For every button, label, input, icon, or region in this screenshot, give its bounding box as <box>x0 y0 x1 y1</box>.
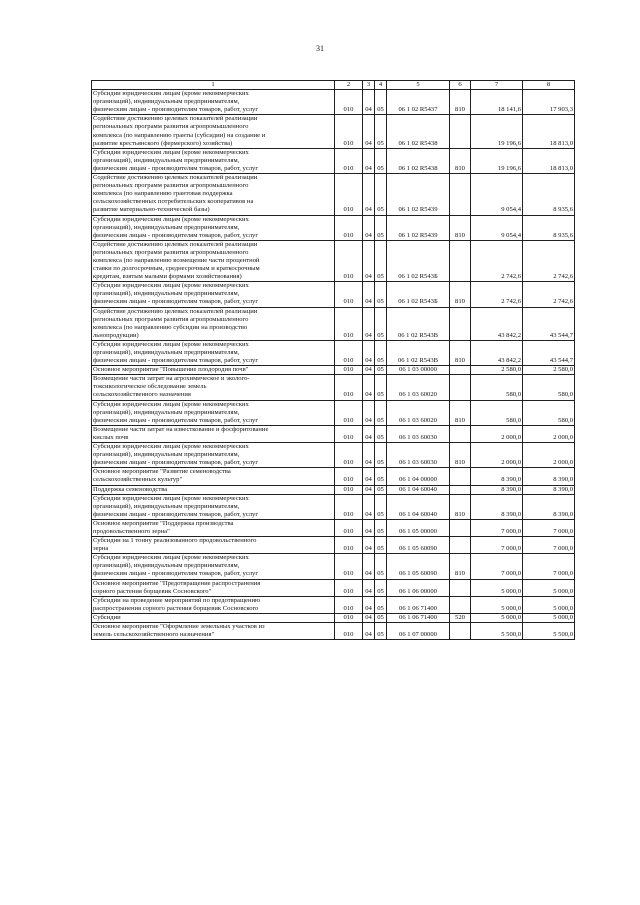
table-row <box>92 623 575 640</box>
header-col-1: 1 <box>92 81 335 90</box>
table-row <box>92 494 575 519</box>
table-row <box>92 115 575 148</box>
admin-code-cell: 010 <box>335 443 363 468</box>
table-row <box>92 90 575 115</box>
item-name-line: Субсидии на проведение мероприятий по предотвращению <box>93 596 260 604</box>
table-row <box>92 307 575 340</box>
table-row <box>92 554 575 579</box>
amount-year-1-cell: 9 054,4 <box>471 215 523 240</box>
section-cell: 04 <box>363 90 375 115</box>
item-name-line: организаций), индивидуальным предпринимателям, <box>93 502 240 510</box>
section-cell: 04 <box>363 468 375 485</box>
amount-year-2-cell: 7 000,0 <box>523 537 575 554</box>
item-name-line: зерна <box>93 545 109 553</box>
item-name-cell <box>92 340 335 365</box>
item-name-cell <box>92 579 335 596</box>
item-name-line: Основное мероприятие "Повышение плодородия почв" <box>93 366 249 374</box>
item-name-line: продовольственного зерна" <box>93 527 170 535</box>
item-name-line: Субсидии юридическим лицам (кроме некоммерческих <box>93 148 249 156</box>
section-cell: 04 <box>363 519 375 536</box>
item-name-line: Субсидии юридическим лицам (кроме некоммерческих <box>93 443 249 451</box>
section-cell: 04 <box>363 215 375 240</box>
item-name-line: физическим лицам - производителям товаров, работ, услуг <box>93 357 259 365</box>
expense-type-cell <box>450 366 471 375</box>
item-name-line: Субсидии юридическим лицам (кроме некоммерческих <box>93 215 249 223</box>
section-cell: 04 <box>363 340 375 365</box>
amount-year-1-cell: 43 842,2 <box>471 307 523 340</box>
item-name-cell <box>92 425 335 442</box>
amount-year-2-cell: 18 813,0 <box>523 115 575 148</box>
target-article-cell: 06 1 02 R5438 <box>387 115 450 148</box>
item-name-line: кислых почв <box>93 433 129 441</box>
item-name-line: организаций), индивидуальным предпринимателям, <box>93 408 240 416</box>
item-name-cell <box>92 623 335 640</box>
target-article-cell: 06 1 06 00000 <box>387 579 450 596</box>
admin-code-cell: 010 <box>335 375 363 400</box>
item-name-line: сорного растения борщевик Сосновского" <box>93 587 212 595</box>
amount-year-2-cell: 7 000,0 <box>523 554 575 579</box>
subsection-cell: 05 <box>375 174 387 215</box>
table-row <box>92 613 575 622</box>
amount-year-2-cell: 17 903,3 <box>523 90 575 115</box>
amount-year-1-cell: 5 000,0 <box>471 579 523 596</box>
item-name-line: организаций), индивидуальным предпринимателям, <box>93 223 240 231</box>
target-article-cell: 06 1 06 71400 <box>387 613 450 622</box>
subsection-cell: 05 <box>375 282 387 307</box>
amount-year-2-cell: 5 000,0 <box>523 613 575 622</box>
item-name-cell <box>92 307 335 340</box>
admin-code-cell: 010 <box>335 90 363 115</box>
expense-type-cell <box>450 579 471 596</box>
expense-type-cell <box>450 596 471 613</box>
target-article-cell: 06 1 03 60020 <box>387 400 450 425</box>
item-name-line: земель сельскохозяйственного назначения" <box>93 631 215 639</box>
section-cell: 04 <box>363 400 375 425</box>
admin-code-cell: 010 <box>335 468 363 485</box>
target-article-cell: 06 1 03 60030 <box>387 425 450 442</box>
table-row <box>92 375 575 400</box>
subsection-cell: 05 <box>375 537 387 554</box>
admin-code-cell: 010 <box>335 425 363 442</box>
admin-code-cell: 010 <box>335 366 363 375</box>
amount-year-2-cell: 5 000,0 <box>523 596 575 613</box>
target-article-cell: 06 1 04 60040 <box>387 494 450 519</box>
subsection-cell: 05 <box>375 366 387 375</box>
item-name-line: региональных программ развития агропромышленного <box>93 315 249 323</box>
amount-year-1-cell: 2 000,0 <box>471 425 523 442</box>
expense-type-cell <box>450 519 471 536</box>
section-cell: 04 <box>363 537 375 554</box>
item-name-cell <box>92 519 335 536</box>
item-name-cell <box>92 240 335 281</box>
section-cell: 04 <box>363 623 375 640</box>
target-article-cell: 06 1 05 60090 <box>387 537 450 554</box>
amount-year-1-cell: 7 000,0 <box>471 519 523 536</box>
item-name-line: региональных программ развития агропромышленного <box>93 248 249 256</box>
item-name-line: Возмещение части затрат на известкование и фосфоритование <box>93 425 269 433</box>
header-col-7: 7 <box>471 81 523 90</box>
target-article-cell: 06 1 03 00000 <box>387 366 450 375</box>
expense-type-cell <box>450 468 471 485</box>
amount-year-1-cell: 7 000,0 <box>471 537 523 554</box>
item-name-line: Субсидии юридическим лицам (кроме некоммерческих <box>93 282 249 290</box>
item-name-line: Субсидии юридическим лицам (кроме некоммерческих <box>93 340 249 348</box>
table-row <box>92 596 575 613</box>
amount-year-2-cell: 8 935,6 <box>523 174 575 215</box>
expense-type-cell <box>450 115 471 148</box>
item-name-line: сельскохозяйственных потребительских кооперативов на <box>93 198 254 206</box>
header-col-3: 3 <box>363 81 375 90</box>
subsection-cell: 05 <box>375 400 387 425</box>
subsection-cell: 05 <box>375 375 387 400</box>
amount-year-2-cell: 43 544,7 <box>523 340 575 365</box>
item-name-cell <box>92 494 335 519</box>
target-article-cell: 06 1 03 60030 <box>387 443 450 468</box>
subsection-cell: 05 <box>375 148 387 173</box>
amount-year-1-cell: 2 742,6 <box>471 240 523 281</box>
item-name-cell <box>92 115 335 148</box>
item-name-cell <box>92 148 335 173</box>
item-name-line: Основное мероприятие "Поддержка производства <box>93 519 234 527</box>
section-cell: 04 <box>363 494 375 519</box>
amount-year-2-cell: 5 000,0 <box>523 579 575 596</box>
target-article-cell: 06 1 02 R543В <box>387 307 450 340</box>
subsection-cell: 05 <box>375 240 387 281</box>
expense-type-cell: 810 <box>450 494 471 519</box>
amount-year-2-cell: 5 500,0 <box>523 623 575 640</box>
item-name-line: физическим лицам - производителям товаров, работ, услуг <box>93 164 259 172</box>
section-cell: 04 <box>363 554 375 579</box>
table-row <box>92 240 575 281</box>
amount-year-1-cell: 8 390,0 <box>471 494 523 519</box>
amount-year-2-cell: 580,0 <box>523 400 575 425</box>
expense-type-cell: 810 <box>450 554 471 579</box>
subsection-cell: 05 <box>375 613 387 622</box>
admin-code-cell: 010 <box>335 494 363 519</box>
target-article-cell: 06 1 02 R5439 <box>387 215 450 240</box>
admin-code-cell: 010 <box>335 623 363 640</box>
item-name-line: Субсидии юридическим лицам (кроме некоммерческих <box>93 554 249 562</box>
table-row <box>92 148 575 173</box>
item-name-line: ставки по долгосрочным, среднесрочным и краткосрочным <box>93 265 260 273</box>
item-name-line: организаций), индивидуальным предпринимателям, <box>93 98 240 106</box>
item-name-cell <box>92 596 335 613</box>
item-name-line: региональных программ развития агропромышленного <box>93 182 249 190</box>
expense-type-cell <box>450 623 471 640</box>
expense-type-cell <box>450 174 471 215</box>
section-cell: 04 <box>363 240 375 281</box>
table-row <box>92 215 575 240</box>
page-number: 31 <box>316 44 324 53</box>
table-row <box>92 425 575 442</box>
amount-year-2-cell: 8 390,0 <box>523 485 575 494</box>
section-cell: 04 <box>363 443 375 468</box>
amount-year-1-cell: 5 500,0 <box>471 623 523 640</box>
admin-code-cell: 010 <box>335 596 363 613</box>
item-name-cell <box>92 215 335 240</box>
amount-year-2-cell: 8 935,6 <box>523 215 575 240</box>
item-name-line: Содействие достижению целевых показателей реализации <box>93 174 258 182</box>
expense-type-cell <box>450 485 471 494</box>
item-name-cell <box>92 443 335 468</box>
subsection-cell: 05 <box>375 307 387 340</box>
amount-year-2-cell: 8 390,0 <box>523 494 575 519</box>
table-row <box>92 443 575 468</box>
subsection-cell: 05 <box>375 340 387 365</box>
table-row <box>92 340 575 365</box>
item-name-cell <box>92 613 335 622</box>
item-name-line: физическим лицам - производителям товаров, работ, услуг <box>93 459 259 467</box>
item-name-line: льнопродукции) <box>93 331 139 339</box>
item-name-line: Основное мероприятие "Предотвращение распространения <box>93 579 261 587</box>
target-article-cell: 06 1 05 00000 <box>387 519 450 536</box>
amount-year-1-cell: 580,0 <box>471 400 523 425</box>
header-col-2: 2 <box>335 81 363 90</box>
expense-type-cell: 810 <box>450 148 471 173</box>
expense-type-cell <box>450 425 471 442</box>
amount-year-1-cell: 2 742,6 <box>471 282 523 307</box>
amount-year-2-cell: 8 390,0 <box>523 468 575 485</box>
amount-year-2-cell: 43 544,7 <box>523 307 575 340</box>
expense-type-cell: 810 <box>450 443 471 468</box>
item-name-line: Основное мероприятие "Развитие семеноводства <box>93 468 231 476</box>
item-name-line: организаций), индивидуальным предпринимателям, <box>93 451 240 459</box>
item-name-line: региональных программ развития агропромышленного <box>93 123 249 131</box>
item-name-line: развитие материально-технической базы) <box>93 206 210 214</box>
subsection-cell: 05 <box>375 90 387 115</box>
expense-type-cell <box>450 240 471 281</box>
amount-year-1-cell: 2 000,0 <box>471 443 523 468</box>
subsection-cell: 05 <box>375 468 387 485</box>
item-name-cell <box>92 400 335 425</box>
admin-code-cell: 010 <box>335 537 363 554</box>
table-row <box>92 468 575 485</box>
item-name-line: распространения сорного растения борщевик Сосновского <box>93 604 259 612</box>
item-name-line: Содействие достижению целевых показателей реализации <box>93 307 258 315</box>
item-name-line: Субсидии юридическим лицам (кроме некоммерческих <box>93 400 249 408</box>
amount-year-1-cell: 8 390,0 <box>471 468 523 485</box>
section-cell: 04 <box>363 579 375 596</box>
item-name-line: физическим лицам - производителям товаров, работ, услуг <box>93 298 259 306</box>
amount-year-1-cell: 5 000,0 <box>471 613 523 622</box>
amount-year-1-cell: 8 390,0 <box>471 485 523 494</box>
item-name-cell <box>92 174 335 215</box>
amount-year-2-cell: 7 000,0 <box>523 519 575 536</box>
table-row <box>92 282 575 307</box>
admin-code-cell: 010 <box>335 485 363 494</box>
admin-code-cell: 010 <box>335 554 363 579</box>
item-name-line: Субсидии <box>93 613 121 621</box>
item-name-line: физическим лицам - производителям товаров, работ, услуг <box>93 106 259 114</box>
item-name-line: сельскохозяйственных культур" <box>93 476 183 484</box>
section-cell: 04 <box>363 425 375 442</box>
amount-year-1-cell: 580,0 <box>471 375 523 400</box>
header-col-8: 8 <box>523 81 575 90</box>
subsection-cell: 05 <box>375 596 387 613</box>
section-cell: 04 <box>363 375 375 400</box>
amount-year-2-cell: 2 000,0 <box>523 425 575 442</box>
item-name-cell <box>92 375 335 400</box>
target-article-cell: 06 1 07 00000 <box>387 623 450 640</box>
admin-code-cell: 010 <box>335 240 363 281</box>
target-article-cell: 06 1 02 R5438 <box>387 148 450 173</box>
section-cell: 04 <box>363 596 375 613</box>
item-name-line: комплекса (по направлению грантовая поддержка <box>93 190 233 198</box>
item-name-line: организаций), индивидуальным предпринимателям, <box>93 349 240 356</box>
table-row <box>92 579 575 596</box>
admin-code-cell: 010 <box>335 613 363 622</box>
subsection-cell: 05 <box>375 623 387 640</box>
target-article-cell: 06 1 02 R5439 <box>387 174 450 215</box>
item-name-cell <box>92 366 335 375</box>
admin-code-cell: 010 <box>335 282 363 307</box>
expense-type-cell: 810 <box>450 340 471 365</box>
item-name-line: сельскохозяйственного назначения <box>93 391 191 399</box>
item-name-line: Основное мероприятие "Оформление земельных участков из <box>93 623 265 630</box>
section-cell: 04 <box>363 366 375 375</box>
amount-year-2-cell: 580,0 <box>523 375 575 400</box>
admin-code-cell: 010 <box>335 340 363 365</box>
expense-type-cell <box>450 537 471 554</box>
item-name-line: комплекса (по направлению возмещение части процентной <box>93 256 260 264</box>
admin-code-cell: 010 <box>335 148 363 173</box>
expense-type-cell: 520 <box>450 613 471 622</box>
item-name-line: физическим лицам - производителям товаров, работ, услуг <box>93 510 259 518</box>
subsection-cell: 05 <box>375 554 387 579</box>
table-row <box>92 519 575 536</box>
item-name-line: Возмещение части затрат на агрохимическое и эколого- <box>93 375 250 383</box>
item-name-line: комплекса (по направлению субсидии на производство <box>93 323 248 331</box>
expense-type-cell <box>450 375 471 400</box>
admin-code-cell: 010 <box>335 307 363 340</box>
table-body <box>92 90 575 640</box>
target-article-cell: 06 1 02 R543В <box>387 340 450 365</box>
item-name-line: физическим лицам - производителям товаров, работ, услуг <box>93 416 259 424</box>
item-name-line: Содействие достижению целевых показателей реализации <box>93 240 258 248</box>
target-article-cell: 06 1 03 60020 <box>387 375 450 400</box>
target-article-cell: 06 1 02 R543Б <box>387 240 450 281</box>
amount-year-1-cell: 18 141,6 <box>471 90 523 115</box>
item-name-line: организаций), индивидуальным предпринимателям, <box>93 562 240 570</box>
table-row <box>92 174 575 215</box>
item-name-line: организаций), индивидуальным предпринимателям, <box>93 156 240 164</box>
budget-table <box>91 80 575 640</box>
item-name-cell <box>92 282 335 307</box>
section-cell: 04 <box>363 485 375 494</box>
item-name-cell <box>92 468 335 485</box>
section-cell: 04 <box>363 282 375 307</box>
amount-year-1-cell: 9 054,4 <box>471 174 523 215</box>
amount-year-2-cell: 2 742,6 <box>523 282 575 307</box>
target-article-cell: 06 1 05 60090 <box>387 554 450 579</box>
subsection-cell: 05 <box>375 579 387 596</box>
amount-year-1-cell: 43 842,2 <box>471 340 523 365</box>
table-row <box>92 485 575 494</box>
item-name-line: Субсидии юридическим лицам (кроме некоммерческих <box>93 494 249 502</box>
subsection-cell: 05 <box>375 425 387 442</box>
target-article-cell: 06 1 06 71400 <box>387 596 450 613</box>
item-name-cell <box>92 90 335 115</box>
admin-code-cell: 010 <box>335 115 363 148</box>
amount-year-2-cell: 2 580,0 <box>523 366 575 375</box>
target-article-cell: 06 1 04 00000 <box>387 468 450 485</box>
item-name-line: Содействие достижению целевых показателей реализации <box>93 115 258 123</box>
admin-code-cell: 010 <box>335 174 363 215</box>
amount-year-2-cell: 2 000,0 <box>523 443 575 468</box>
item-name-cell <box>92 537 335 554</box>
header-row <box>92 81 575 90</box>
expense-type-cell <box>450 307 471 340</box>
item-name-line: физическим лицам - производителям товаров, работ, услуг <box>93 570 259 578</box>
expense-type-cell: 810 <box>450 282 471 307</box>
admin-code-cell: 010 <box>335 579 363 596</box>
item-name-cell <box>92 485 335 494</box>
amount-year-1-cell: 19 196,6 <box>471 115 523 148</box>
expense-type-cell: 810 <box>450 400 471 425</box>
admin-code-cell: 010 <box>335 519 363 536</box>
header-col-5: 5 <box>387 81 450 90</box>
amount-year-1-cell: 19 196,6 <box>471 148 523 173</box>
subsection-cell: 05 <box>375 215 387 240</box>
subsection-cell: 05 <box>375 519 387 536</box>
amount-year-2-cell: 18 813,0 <box>523 148 575 173</box>
subsection-cell: 05 <box>375 494 387 519</box>
section-cell: 04 <box>363 307 375 340</box>
item-name-line: комплекса (по направлению гранты (субсидии) на создание и <box>93 131 266 139</box>
header-col-4: 4 <box>375 81 387 90</box>
expense-type-cell: 810 <box>450 90 471 115</box>
item-name-line: кредитам, взятым малыми формами хозяйствования) <box>93 273 242 281</box>
section-cell: 04 <box>363 613 375 622</box>
subsection-cell: 05 <box>375 115 387 148</box>
amount-year-1-cell: 2 580,0 <box>471 366 523 375</box>
item-name-line: токсикологическое обследование земель <box>93 383 207 391</box>
table-row <box>92 400 575 425</box>
item-name-line: физическим лицам - производителям товаров, работ, услуг <box>93 231 259 239</box>
admin-code-cell: 010 <box>335 400 363 425</box>
section-cell: 04 <box>363 174 375 215</box>
amount-year-2-cell: 2 742,6 <box>523 240 575 281</box>
target-article-cell: 06 1 04 60040 <box>387 485 450 494</box>
subsection-cell: 05 <box>375 485 387 494</box>
item-name-line: Субсидии на 1 тонну реализованного продовольственного <box>93 537 257 545</box>
amount-year-1-cell: 5 000,0 <box>471 596 523 613</box>
header-col-6: 6 <box>450 81 471 90</box>
table-row <box>92 366 575 375</box>
expense-type-cell: 810 <box>450 215 471 240</box>
amount-year-1-cell: 7 000,0 <box>471 554 523 579</box>
item-name-line: Поддержка семеноводства <box>93 485 168 493</box>
item-name-line: Субсидии юридическим лицам (кроме некоммерческих <box>93 90 249 98</box>
section-cell: 04 <box>363 148 375 173</box>
section-cell: 04 <box>363 115 375 148</box>
admin-code-cell: 010 <box>335 215 363 240</box>
subsection-cell: 05 <box>375 443 387 468</box>
item-name-cell <box>92 554 335 579</box>
target-article-cell: 06 1 02 R543Б <box>387 282 450 307</box>
table-row <box>92 537 575 554</box>
item-name-line: организаций), индивидуальным предпринимателям, <box>93 290 240 298</box>
target-article-cell: 06 1 02 R5437 <box>387 90 450 115</box>
item-name-line: развитие крестьянского (фермерского) хозяйства) <box>93 139 233 147</box>
